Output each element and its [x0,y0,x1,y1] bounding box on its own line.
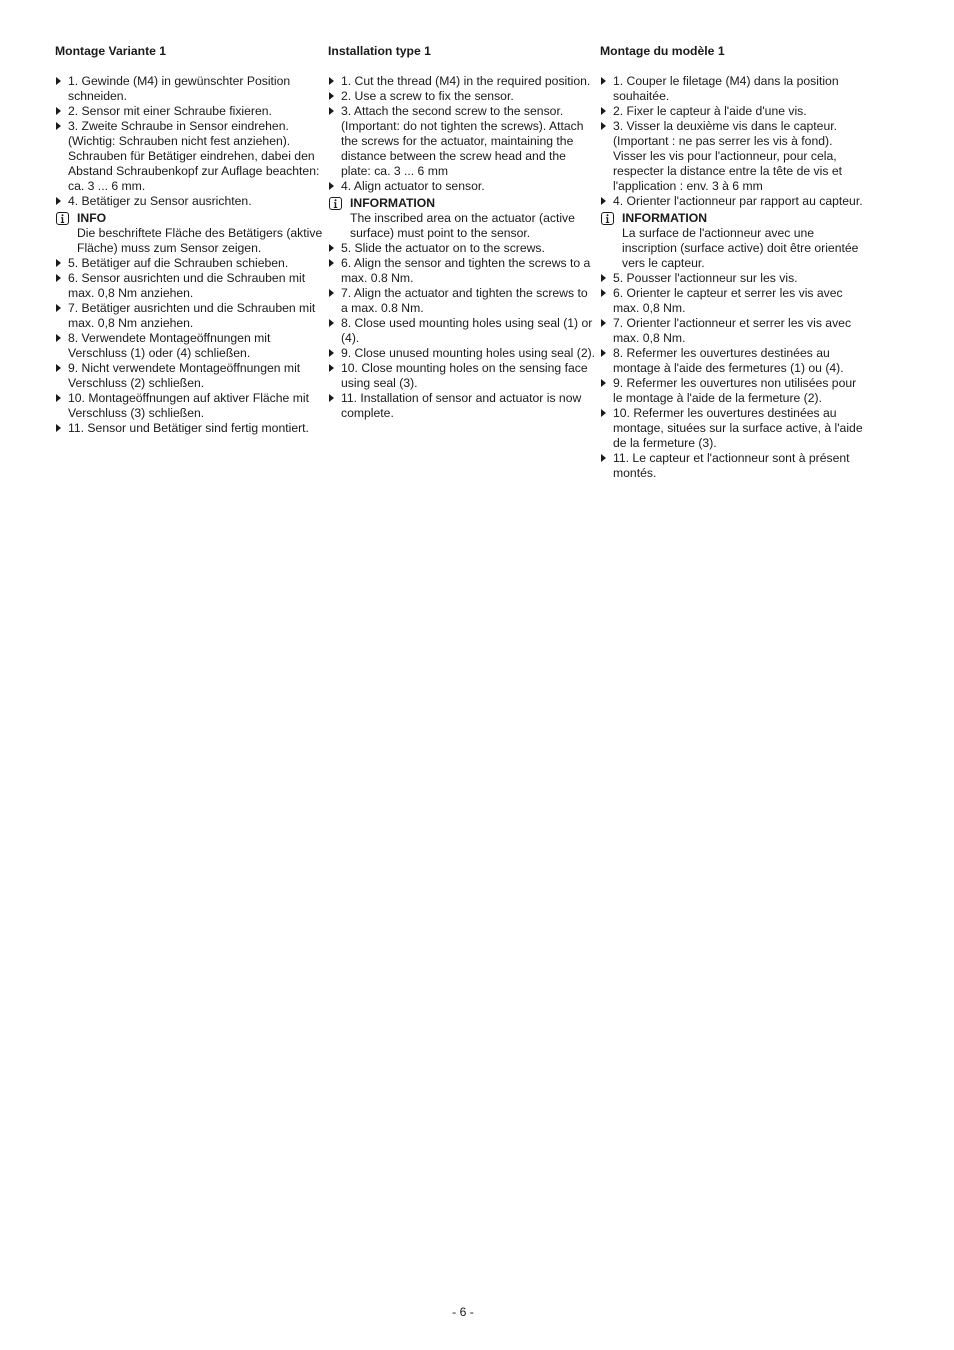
triangle-right-icon [56,304,61,312]
step-item: 11. Le capteur et l'actionneur sont à présent montés. [600,451,868,481]
column-heading: Installation type 1 [328,44,431,58]
triangle-right-icon [56,334,61,342]
triangle-right-icon [601,319,606,327]
step-item: 3. Visser la deuxième vis dans le capteur. (Important : ne pas serrer les vis à fond). Visser les vis pour l'actionneur, pour cela, respecter la distance entre la tête de vis et l'application : env. 3 à 6 mm [600,119,868,194]
steps-list [55,74,323,209]
step-item: 8. Close used mounting holes using seal (1) or (4). [328,316,596,346]
triangle-right-icon [56,77,61,85]
triangle-right-icon [601,409,606,417]
step-item: 2. Use a screw to fix the sensor. [328,89,596,104]
step-item: 3. Zweite Schraube in Sensor eindrehen. (Wichtig: Schrauben nicht fest anziehen). Schrauben für Betätiger eindrehen, dabei den Abstand Schraubenkopf zur Auflage beachten: ca. 3 ... 6 mm. [55,119,323,194]
step-item: 10. Montageöffnungen auf aktiver Fläche mit Verschluss (3) schließen. [55,391,323,421]
info-note [328,196,596,241]
column-german [55,44,323,436]
step-item: 10. Refermer les ouvertures destinées au montage, situées sur la surface active, à l'aide de la fermeture (3). [600,406,868,451]
triangle-right-icon [329,107,334,115]
column-english [328,44,596,421]
step-item: 9. Refermer les ouvertures non utilisées pour le montage à l'aide de la fermeture (2). [600,376,868,406]
steps-list [328,74,596,194]
triangle-right-icon [601,379,606,387]
triangle-right-icon [56,394,61,402]
step-item: 4. Betätiger zu Sensor ausrichten. [55,194,323,209]
step-item: 9. Close unused mounting holes using seal (2). [328,346,596,361]
triangle-right-icon [601,289,606,297]
step-item: 7. Orienter l'actionneur et serrer les vis avec max. 0,8 Nm. [600,316,868,346]
step-item: 1. Couper le filetage (M4) dans la position souhaitée. [600,74,868,104]
triangle-right-icon [601,454,606,462]
step-item: 4. Orienter l'actionneur par rapport au capteur. [600,194,868,209]
triangle-right-icon [329,182,334,190]
step-item: 4. Align actuator to sensor. [328,179,596,194]
page-number: - 6 - [452,1305,474,1319]
triangle-right-icon [56,197,61,205]
step-item: 5. Slide the actuator on to the screws. [328,241,596,256]
step-item: 5. Betätiger auf die Schrauben schieben. [55,256,323,271]
info-icon [56,212,69,225]
triangle-right-icon [601,77,606,85]
triangle-right-icon [329,259,334,267]
step-item: 8. Refermer les ouvertures destinées au montage à l'aide des fermetures (1) ou (4). [600,346,868,376]
triangle-right-icon [601,197,606,205]
step-item: 6. Align the sensor and tighten the screws to a max. 0.8 Nm. [328,256,596,286]
triangle-right-icon [56,122,61,130]
triangle-right-icon [329,319,334,327]
triangle-right-icon [329,77,334,85]
triangle-right-icon [601,107,606,115]
info-title: INFORMATION [622,211,708,225]
steps-list [600,271,868,481]
step-item: 11. Installation of sensor and actuator is now complete. [328,391,596,421]
info-icon [329,197,342,210]
steps-list [600,74,868,209]
triangle-right-icon [56,424,61,432]
info-icon [601,212,614,225]
steps-list [328,241,596,421]
step-item: 3. Attach the second screw to the sensor. (Important: do not tighten the screws). Attach the screws for the actuator, maintaining the distance between the screw head and the plate: ca. 3 ... 6 mm [328,104,596,179]
triangle-right-icon [56,107,61,115]
column-heading: Montage Variante 1 [55,44,167,58]
step-item: 5. Pousser l'actionneur sur les vis. [600,271,868,286]
triangle-right-icon [601,349,606,357]
triangle-right-icon [329,92,334,100]
step-item: 2. Fixer le capteur à l'aide d'une vis. [600,104,868,119]
column-french [600,44,868,481]
step-item: 1. Cut the thread (M4) in the required position. [328,74,596,89]
steps-list [55,256,323,436]
triangle-right-icon [329,244,334,252]
info-note [600,211,868,271]
triangle-right-icon [329,394,334,402]
triangle-right-icon [601,274,606,282]
step-item: 8. Verwendete Montageöffnungen mit Verschluss (1) oder (4) schließen. [55,331,323,361]
column-heading: Montage du modèle 1 [600,44,725,58]
info-text: Die beschriftete Fläche des Betätigers (aktive Fläche) muss zum Sensor zeigen. [77,226,323,255]
triangle-right-icon [56,274,61,282]
step-item: 6. Sensor ausrichten und die Schrauben mit max. 0,8 Nm anziehen. [55,271,323,301]
info-text: The inscribed area on the actuator (active surface) must point to the sensor. [350,211,575,240]
triangle-right-icon [56,259,61,267]
info-title: INFO [77,211,107,225]
step-item: 9. Nicht verwendete Montageöffnungen mit Verschluss (2) schließen. [55,361,323,391]
step-item: 11. Sensor und Betätiger sind fertig montiert. [55,421,323,436]
step-item: 6. Orienter le capteur et serrer les vis avec max. 0,8 Nm. [600,286,868,316]
triangle-right-icon [601,122,606,130]
info-title: INFORMATION [350,196,436,210]
step-item: 7. Betätiger ausrichten und die Schrauben mit max. 0,8 Nm anziehen. [55,301,323,331]
triangle-right-icon [329,349,334,357]
step-item: 2. Sensor mit einer Schraube fixieren. [55,104,323,119]
info-text: La surface de l'actionneur avec une inscription (surface active) doit être orientée vers le capteur. [622,226,859,270]
triangle-right-icon [329,364,334,372]
step-item: 7. Align the actuator and tighten the screws to a max. 0.8 Nm. [328,286,596,316]
step-item: 1. Gewinde (M4) in gewünschter Position schneiden. [55,74,323,104]
triangle-right-icon [56,364,61,372]
info-note [55,211,323,256]
triangle-right-icon [329,289,334,297]
step-item: 10. Close mounting holes on the sensing face using seal (3). [328,361,596,391]
